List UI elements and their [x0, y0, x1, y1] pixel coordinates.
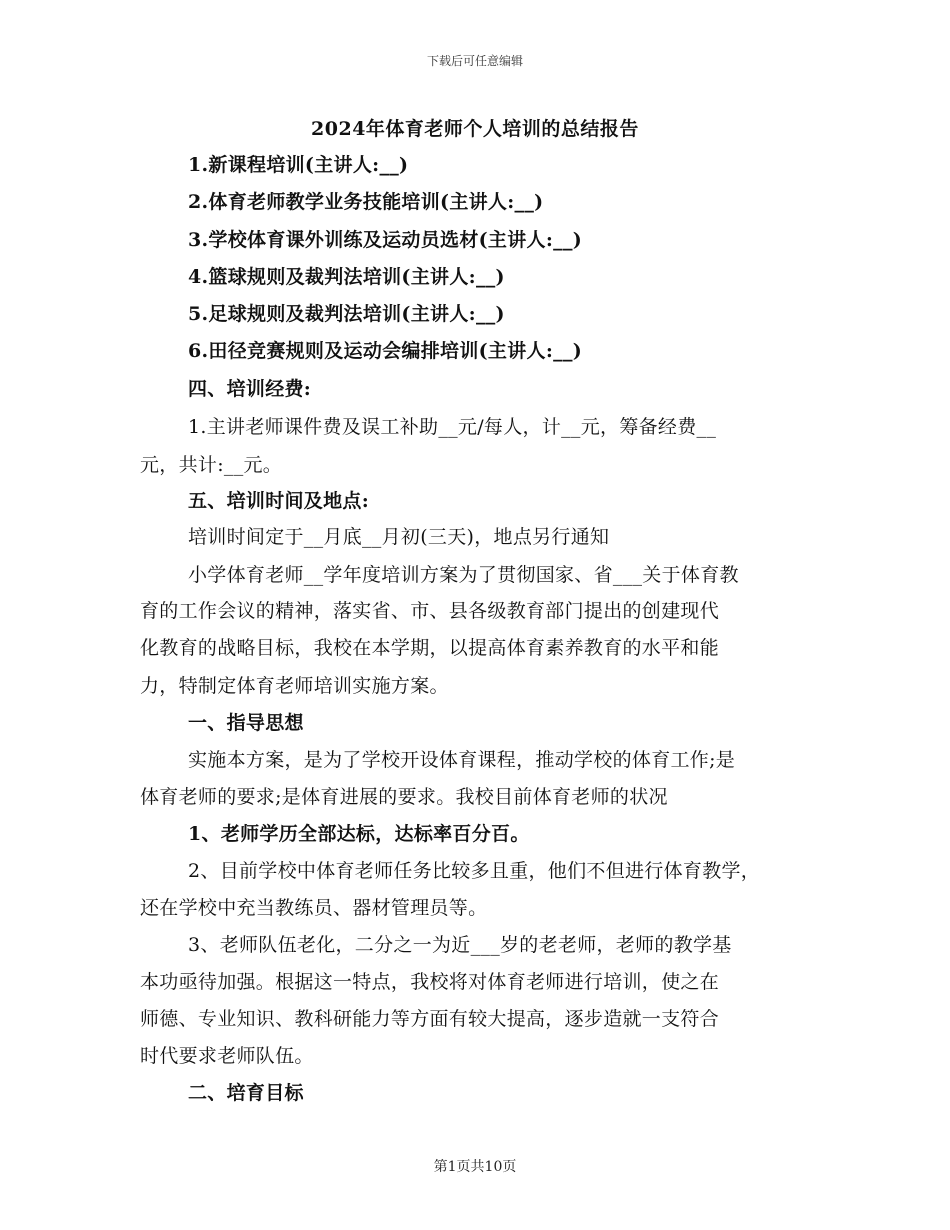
paragraph-line: 还在学校中充当教练员、器材管理员等。: [140, 897, 488, 919]
paragraph-line: 2、目前学校中体育老师任务比较多且重，他们不但进行体育教学，: [188, 860, 761, 882]
paragraph-line: 育的工作会议的精神，落实省、市、县各级教育部门提出的创建现代: [140, 600, 720, 622]
paragraph-line: 3、老师队伍老化，二分之一为近___岁的老老师，老师的教学基: [188, 934, 732, 956]
paragraph-line: 实施本方案，是为了学校开设体育课程，推动学校的体育工作;是: [188, 749, 736, 771]
paragraph-line: 本功亟待加强。根据这一特点，我校将对体育老师进行培训，使之在: [140, 971, 720, 993]
paragraph-line: 1.主讲老师课件费及误工补助__元/每人，计__元，筹备经费__: [188, 416, 717, 438]
training-item-2: 2.体育老师教学业务技能培训(主讲人:__): [188, 191, 544, 213]
page-footer: 第1页共10页: [433, 1159, 517, 1175]
paragraph-line: 力，特制定体育老师培训实施方案。: [140, 675, 449, 697]
training-item-6: 6.田径竞赛规则及运动会编排培训(主讲人:__): [188, 340, 583, 362]
paragraph-line: 元，共计:__元。: [140, 454, 283, 476]
paragraph-line: 体育老师的要求;是体育进展的要求。我校目前体育老师的状况: [140, 786, 668, 808]
document-title: 2024年体育老师个人培训的总结报告: [311, 118, 639, 140]
section-heading-funding: 四、培训经费:: [188, 378, 312, 400]
section-heading-time-place: 五、培训时间及地点:: [188, 490, 370, 512]
training-item-3: 3.学校体育课外训练及运动员选材(主讲人:__): [188, 229, 583, 251]
section-heading-training-goals: 二、培育目标: [188, 1082, 304, 1104]
training-item-1: 1.新课程培训(主讲人:__): [188, 154, 409, 176]
paragraph-line: 师德、专业知识、教科研能力等方面有较大提高，逐步造就一支符合: [140, 1008, 720, 1030]
paragraph-line: 化教育的战略目标，我校在本学期，以提高体育素养教育的水平和能: [140, 637, 720, 659]
paragraph-line: 培训时间定于__月底__月初(三天)，地点另行通知: [188, 526, 610, 548]
paragraph-line: 小学体育老师__学年度培训方案为了贯彻国家、省___关于体育教: [188, 564, 739, 586]
paragraph-line-bold: 1、老师学历全部达标，达标率百分百。: [188, 823, 530, 845]
section-heading-guiding-ideology: 一、指导思想: [188, 712, 304, 734]
paragraph-line: 时代要求老师队伍。: [140, 1045, 314, 1067]
header-note: 下载后可任意编辑: [426, 54, 523, 68]
training-item-4: 4.篮球规则及裁判法培训(主讲人:__): [188, 266, 505, 288]
training-item-5: 5.足球规则及裁判法培训(主讲人:__): [188, 303, 505, 325]
